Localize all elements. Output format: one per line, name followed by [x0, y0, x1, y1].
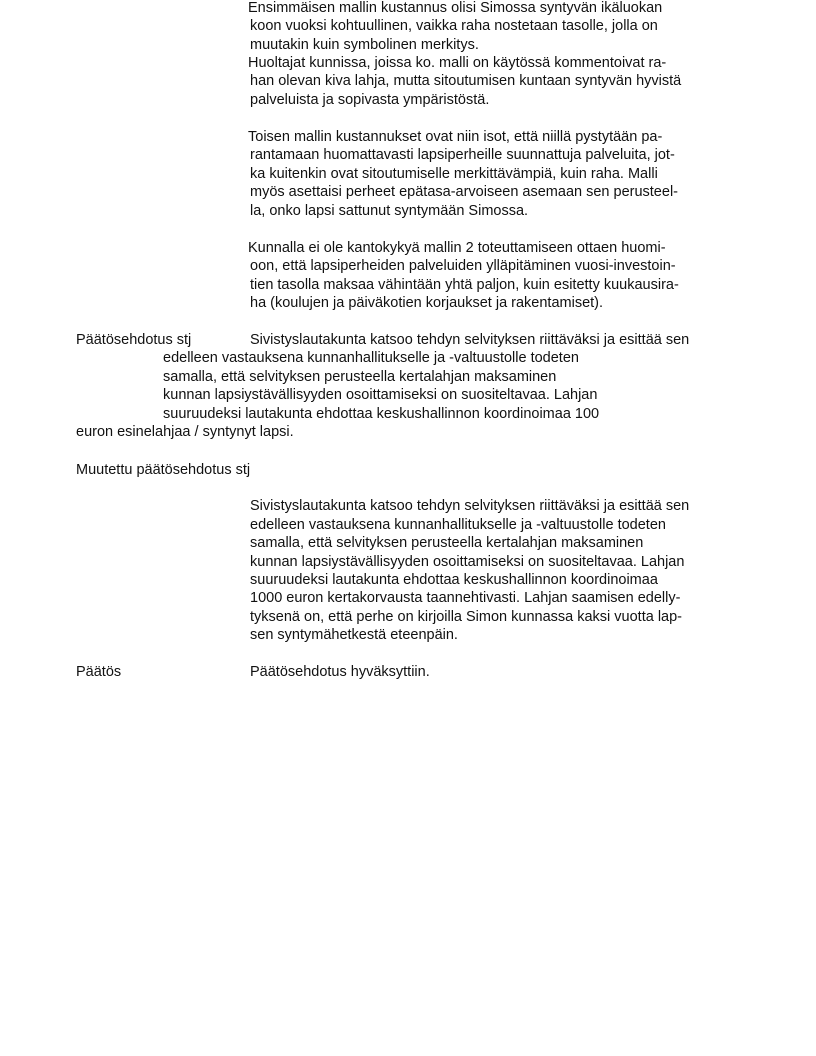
amended-line: edelleen vastauksena kunnanhallitukselle ja -valtuustolle todeten — [250, 517, 666, 533]
paragraph-line: Toisen mallin kustannukset ovat niin isot, että niillä pystytään pa- — [248, 129, 663, 145]
paragraph-line: la, onko lapsi sattunut syntymään Simossa. — [250, 203, 529, 219]
paragraph-line: ka kuitenkin ovat sitoutumiselle merkittävämpiä, kuin raha. Malli — [250, 166, 658, 182]
amended-label: Muutettu päätösehdotus stj — [76, 462, 251, 478]
paragraph-line: rantamaan huomattavasti lapsiperheille suunnattuja palveluita, jot- — [250, 147, 675, 163]
amended-line: Sivistyslautakunta katsoo tehdyn selvityksen riittäväksi ja esittää sen — [250, 498, 690, 514]
amended-line: 1000 euron kertakorvausta taannehtivasti. Lahjan saamisen edelly- — [250, 590, 681, 606]
paragraph-line: Huoltajat kunnissa, joissa ko. malli on käytössä kommentoivat ra- — [248, 55, 667, 71]
proposal-last-line: euron esinelahjaa / syntynyt lapsi. — [76, 424, 294, 440]
proposal-line: edelleen vastauksena kunnanhallitukselle ja -valtuustolle todeten — [163, 350, 579, 366]
paragraph-line: oon, että lapsiperheiden palveluiden ylläpitäminen vuosi-investoin- — [250, 258, 676, 274]
proposal-line: kunnan lapsiystävällisyyden osoittamiseksi on suositeltavaa. Lahjan — [163, 387, 598, 403]
paragraph-line: Kunnalla ei ole kantokykyä mallin 2 toteuttamiseen ottaen huomi- — [248, 240, 666, 256]
decision-label: Päätös — [76, 664, 122, 680]
proposal-label: Päätösehdotus stj — [76, 332, 192, 348]
amended-line: sen syntymähetkestä eteenpäin. — [250, 627, 458, 643]
amended-line: suuruudeksi lautakunta ehdottaa keskushallinnon koordinoimaa — [250, 572, 658, 588]
proposal-line: suuruudeksi lautakunta ehdottaa keskushallinnon koordinoimaa 100 — [163, 406, 600, 422]
amended-line: tyksenä on, että perhe on kirjoilla Simon kunnassa kaksi vuotta lap- — [250, 609, 683, 625]
amended-line: kunnan lapsiystävällisyyden osoittamiseksi on suositeltavaa. Lahjan — [250, 554, 685, 570]
paragraph-line: koon vuoksi kohtuullinen, vaikka raha nostetaan tasolle, jolla on — [250, 18, 658, 34]
paragraph-line: Ensimmäisen mallin kustannus olisi Simossa syntyvän ikäluokan — [248, 0, 663, 16]
paragraph-line: palveluista ja sopivasta ympäristöstä. — [250, 92, 490, 108]
proposal-first-line: Sivistyslautakunta katsoo tehdyn selvityksen riittäväksi ja esittää sen — [250, 332, 690, 348]
paragraph-line: myös asettaisi perheet epätasa-arvoiseen asemaan sen perusteel- — [250, 184, 678, 200]
amended-line: samalla, että selvityksen perusteella kertalahjan maksaminen — [250, 535, 644, 551]
decision-text: Päätösehdotus hyväksyttiin. — [250, 664, 430, 680]
proposal-line: samalla, että selvityksen perusteella kertalahjan maksaminen — [163, 369, 557, 385]
paragraph-line: tien tasolla maksaa vähintään yhtä paljon, kuin esitetty kuukausira- — [250, 277, 679, 293]
paragraph-line: muutakin kuin symbolinen merkitys. — [250, 37, 479, 53]
paragraph-line: ha (koulujen ja päiväkotien korjaukset ja rakentamiset). — [250, 295, 604, 311]
paragraph-line: han olevan kiva lahja, mutta sitoutumisen kuntaan syntyvän hyvistä — [250, 73, 682, 89]
